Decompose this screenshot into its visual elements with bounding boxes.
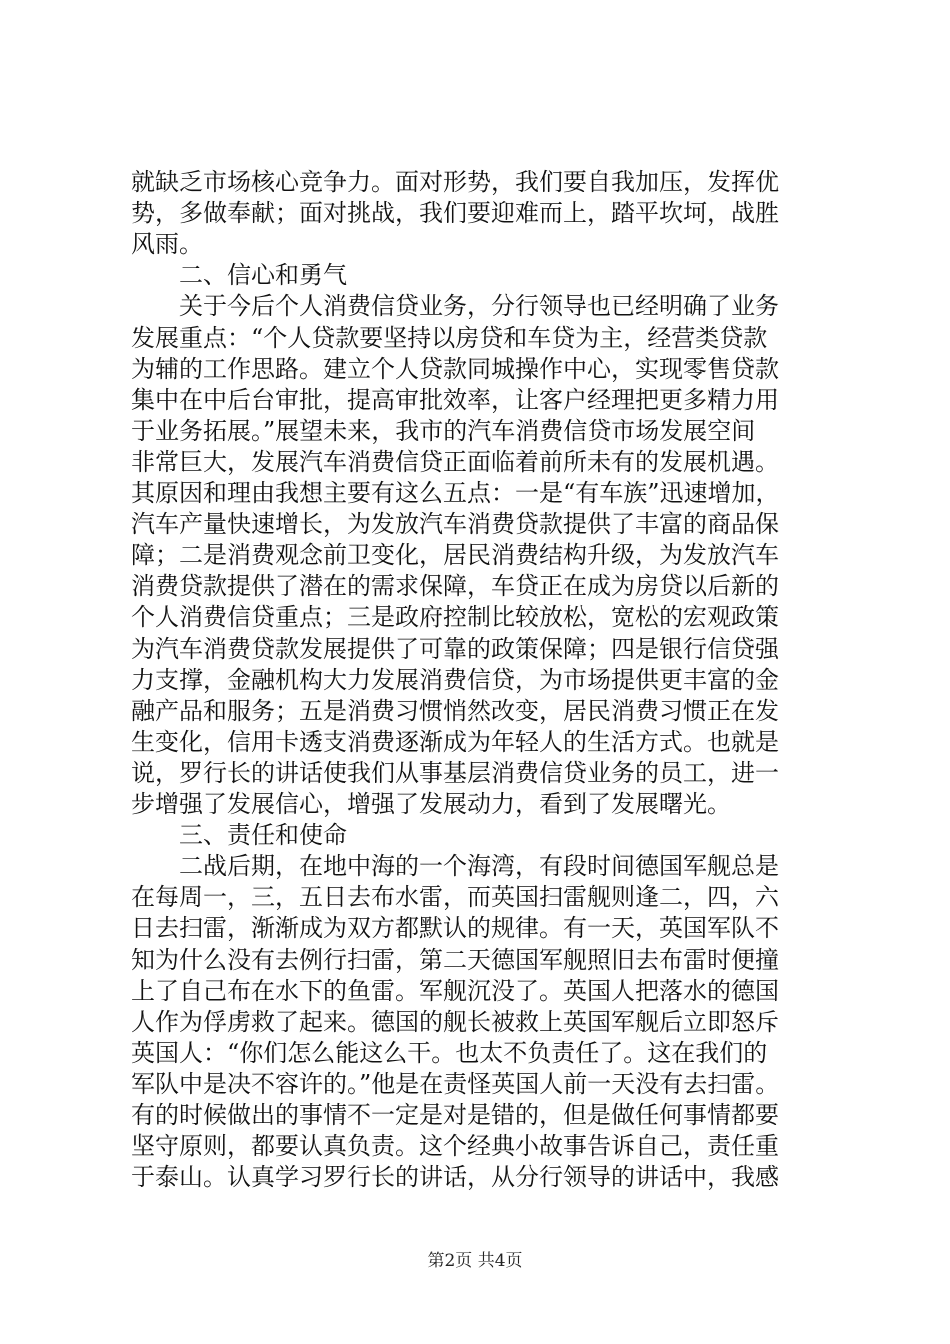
section-heading: 三、责任和使命: [131, 821, 347, 850]
text-line: 其原因和理由我想主要有这么五点：一是“有车族”迅速增加，: [131, 479, 780, 507]
text-line: 日去扫雷，渐渐成为双方都默认的规律。有一天，英国军队不: [131, 914, 779, 943]
text-line: 障；二是消费观念前卫变化，居民消费结构升级，为发放汽车: [131, 541, 779, 570]
text-line: 关于今后个人消费信贷业务，分行领导也已经明确了业务: [131, 292, 779, 321]
text-line: 发展重点：“个人贷款要坚持以房贷和车贷为主，经营类贷款: [131, 323, 768, 352]
text-line: 有的时候做出的事情不一定是对是错的，但是做任何事情都要: [131, 1101, 779, 1129]
text-line: 于业务拓展。”展望未来，我市的汽车消费信贷市场发展空间: [131, 416, 756, 445]
text-line: 消费贷款提供了潜在的需求保障，车贷正在成为房贷以后新的: [131, 572, 779, 601]
text-line: 在每周一，三，五日去布水雷，而英国扫雷舰则逢二，四，六: [131, 883, 779, 912]
text-line: 说，罗行长的讲话使我们从事基层消费信贷业务的员工，进一: [131, 758, 779, 787]
text-line: 生变化，信用卡透支消费逐渐成为年轻人的生活方式。也就是: [131, 727, 779, 756]
text-line: 英国人：“你们怎么能这么干。也太不负责任了。这在我们的: [131, 1038, 768, 1067]
text-line: 为汽车消费贷款发展提供了可靠的政策保障；四是银行信贷强: [131, 634, 779, 663]
text-line: 个人消费信贷重点；三是政府控制比较放松，宽松的宏观政策: [131, 603, 779, 632]
section-heading: 二、信心和勇气: [131, 261, 347, 290]
text-line: 人作为俘虏救了起来。德国的舰长被救上英国军舰后立即怒斥: [131, 1007, 779, 1036]
text-line: 融产品和服务；五是消费习惯悄然改变，居民消费习惯正在发: [131, 696, 779, 725]
text-line: 就缺乏市场核心竞争力。面对形势，我们要自我加压，发挥优: [131, 168, 779, 196]
text-line: 知为什么没有去例行扫雷，第二天德国军舰照旧去布雷时便撞: [131, 945, 779, 974]
text-line: 势，多做奉献；面对挑战，我们要迎难而上，踏平坎坷，战胜: [131, 199, 779, 228]
text-line: 非常巨大，发展汽车消费信贷正面临着前所未有的发展机遇。: [131, 447, 779, 476]
text-line: 力支撑，金融机构大力发展消费信贷，为市场提供更丰富的金: [131, 665, 779, 694]
text-line: 于泰山。认真学习罗行长的讲话，从分行领导的讲话中，我感: [131, 1163, 779, 1192]
text-line: 坚守原则，都要认真负责。这个经典小故事告诉自己，责任重: [131, 1132, 779, 1161]
text-line: 风雨。: [131, 230, 203, 259]
text-line: 军队中是决不容许的。”他是在责怪英国人前一天没有去扫雷。: [131, 1069, 780, 1098]
page-footer: 第2页 共4页: [427, 1251, 523, 1271]
text-line: 上了自己布在水下的鱼雷。军舰沉没了。英国人把落水的德国: [131, 976, 779, 1005]
text-line: 汽车产量快速增长，为发放汽车消费贷款提供了丰富的商品保: [131, 510, 779, 539]
text-line: 集中在中后台审批，提高审批效率，让客户经理把更多精力用: [131, 385, 779, 414]
text-line: 步增强了发展信心，增强了发展动力，看到了发展曙光。: [131, 790, 731, 818]
text-line: 为辅的工作思路。建立个人贷款同城操作中心，实现零售贷款: [131, 354, 779, 383]
text-line: 二战后期，在地中海的一个海湾，有段时间德国军舰总是: [131, 852, 779, 881]
